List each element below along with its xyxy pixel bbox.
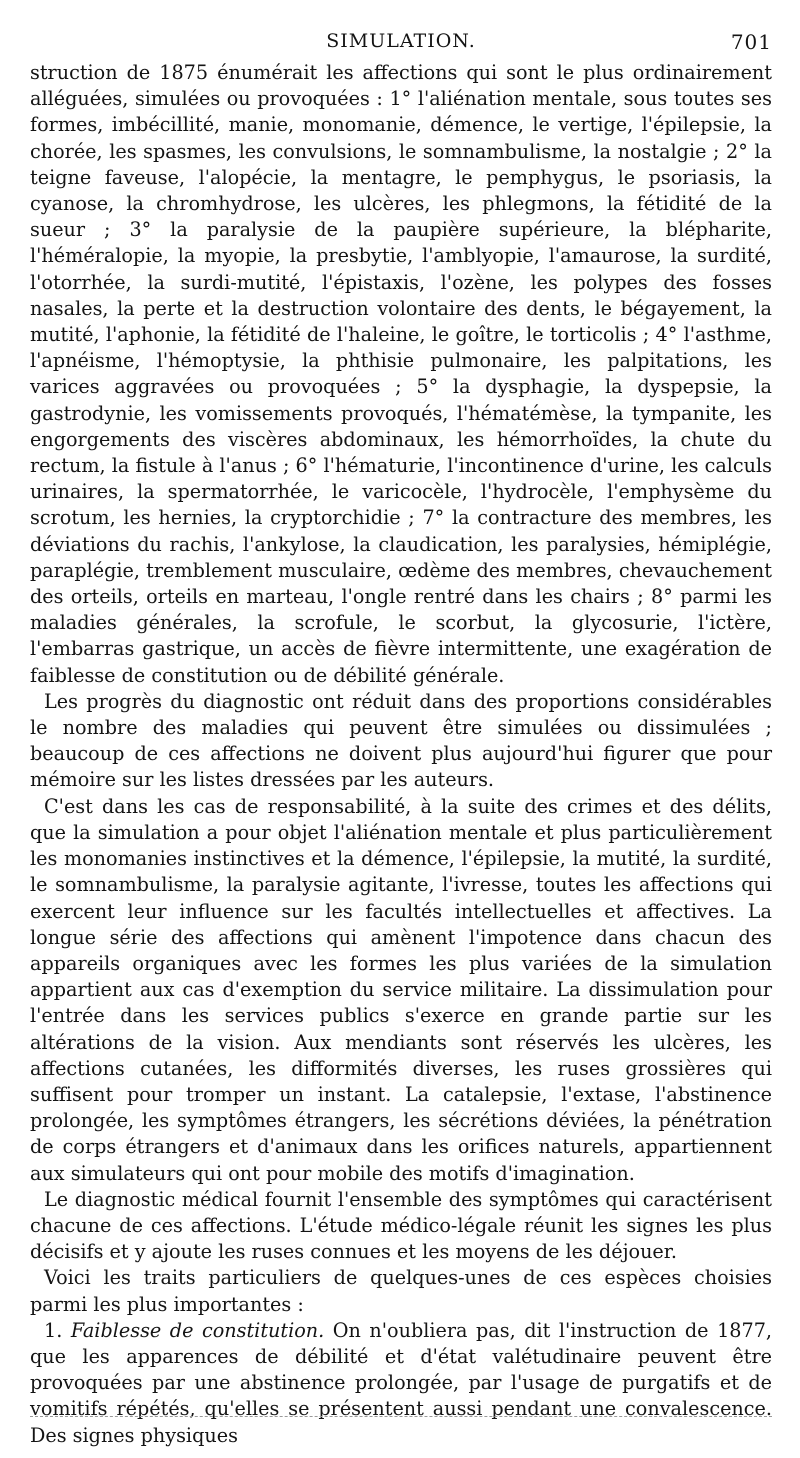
bottom-dotted-rule bbox=[30, 1416, 772, 1417]
paragraph-medical-diagnostic: Le diagnostic médical fournit l'ensemble des symptômes qui caractérisent chacune de ces affections. L'étude médico-légale réunit les signes les plus décisifs et y ajoute les ruses connues et les moyens de les déjouer. bbox=[30, 1187, 772, 1264]
running-title: SIMULATION. bbox=[326, 30, 476, 52]
paragraph-diagnostic-progress: Les progrès du diagnostic ont réduit dans des proportions considérables le nombre des maladies qui peuvent être simulées ou dissimulées ; beaucoup de ces affections ne doivent plus aujourd'hui figurer que pour mémoire sur les listes dressées par les auteurs. bbox=[30, 689, 772, 792]
paragraph-responsibility: C'est dans les cas de responsabilité, à la suite des crimes et des délits, que la simulation a pour objet l'aliénation mentale et plus particulièrement les monomanies instinctives et la démence, l'épilepsie, la mutité, la surdité, le somnambulisme, la paralysie agitante, l'ivresse, toutes les affections qui exercent leur influence sur les facultés intellectuelles et affectives. La longue série des affections qui amènent l'impotence dans chacun des appareils organiques avec les formes les plus variées de la simulation appartient aux cas d'exemption du service militaire. La dissimulation pour l'entrée dans les services publics s'exerce en grande partie sur les altérations de la vision. Aux mendiants sont réservés les ulcères, les affections cutanées, les difformités diverses, les ruses grossières qui suffisent pour tromper un instant. La catalepsie, l'extase, l'abstinence prolongée, les symptômes étrangers, les sécrétions déviées, la pénétration de corps étrangers et d'animaux dans les orifices naturels, appartiennent aux simulateurs qui ont pour mobile des motifs d'imagination. bbox=[30, 794, 772, 1185]
page-number: 701 bbox=[730, 30, 772, 54]
section-number: 1. bbox=[44, 1318, 63, 1342]
section-text: On n'oubliera pas, dit l'instruction de 1877, que les apparences de débilité et d'état valétudinaire peuvent être provoquées par une abstinence prolongée, par l'usage de purgatifs et de vomitifs répétés, qu'elles se présentent aussi pendant une convalescence. Des signes physiques bbox=[30, 1318, 773, 1447]
body-text bbox=[30, 60, 772, 1449]
section-title: Faiblesse de constitution. bbox=[70, 1318, 325, 1342]
section-faiblesse-de-constitution bbox=[30, 1318, 772, 1449]
paragraph-enumeration: struction de 1875 énumérait les affections qui sont le plus ordinairement alléguées, simulées ou provoquées : 1° l'aliénation mentale, sous toutes ses formes, imbécillité, manie, monomanie, démence, le vertige, l'épilepsie, la chorée, les spasmes, les convulsions, le somnambulisme, la nostalgie ; 2° la teigne faveuse, l'alopécie, la mentagre, le pemphygus, le psoriasis, la cyanose, la chromhydrose, les ulcères, les phlegmons, la fétidité de la sueur ; 3° la paralysie de la paupière supérieure, la blépharite, l'héméralopie, la myopie, la presbytie, l'amblyopie, l'amaurose, la surdité, l'otorrhée, la surdi-mutité, l'épistaxis, l'ozène, les polypes des fosses nasales, la perte et la destruction volontaire des dents, le bégayement, la mutité, l'aphonie, la fétidité de l'haleine, le goître, le torticolis ; 4° l'asthme, l'apnéisme, l'hémoptysie, la phthisie pulmonaire, les palpitations, les varices aggravées ou provoquées ; 5° la dysphagie, la dyspepsie, la gastrodynie, les vomissements provoqués, l'hématémèse, la tympanite, les engorgements des viscères abdominaux, les hémorrhoïdes, la chute du rectum, la fistule à l'anus ; 6° l'hématurie, l'incontinence d'urine, les calculs urinaires, la spermatorrhée, le varicocèle, l'hydrocèle, l'emphysème du scrotum, les hernies, la cryptorchidie ; 7° la contracture des membres, les déviations du rachis, l'ankylose, la claudication, les paralysies, hémiplégie, paraplégie, tremblement musculaire, œdème des membres, chevauchement des orteils, orteils en marteau, l'ongle rentré dans les chairs ; 8° parmi les maladies générales, la scrofule, le scorbut, la glycosurie, l'ictère, l'embarras gastrique, un accès de fièvre intermittente, une exagération de faiblesse de constitution ou de débilité générale. bbox=[30, 61, 772, 687]
running-head bbox=[30, 30, 772, 52]
paragraph-introduction-list: Voici les traits particuliers de quelques-unes de ces espèces choisies parmi les plus importantes : bbox=[30, 1266, 772, 1316]
book-page bbox=[30, 30, 772, 1449]
